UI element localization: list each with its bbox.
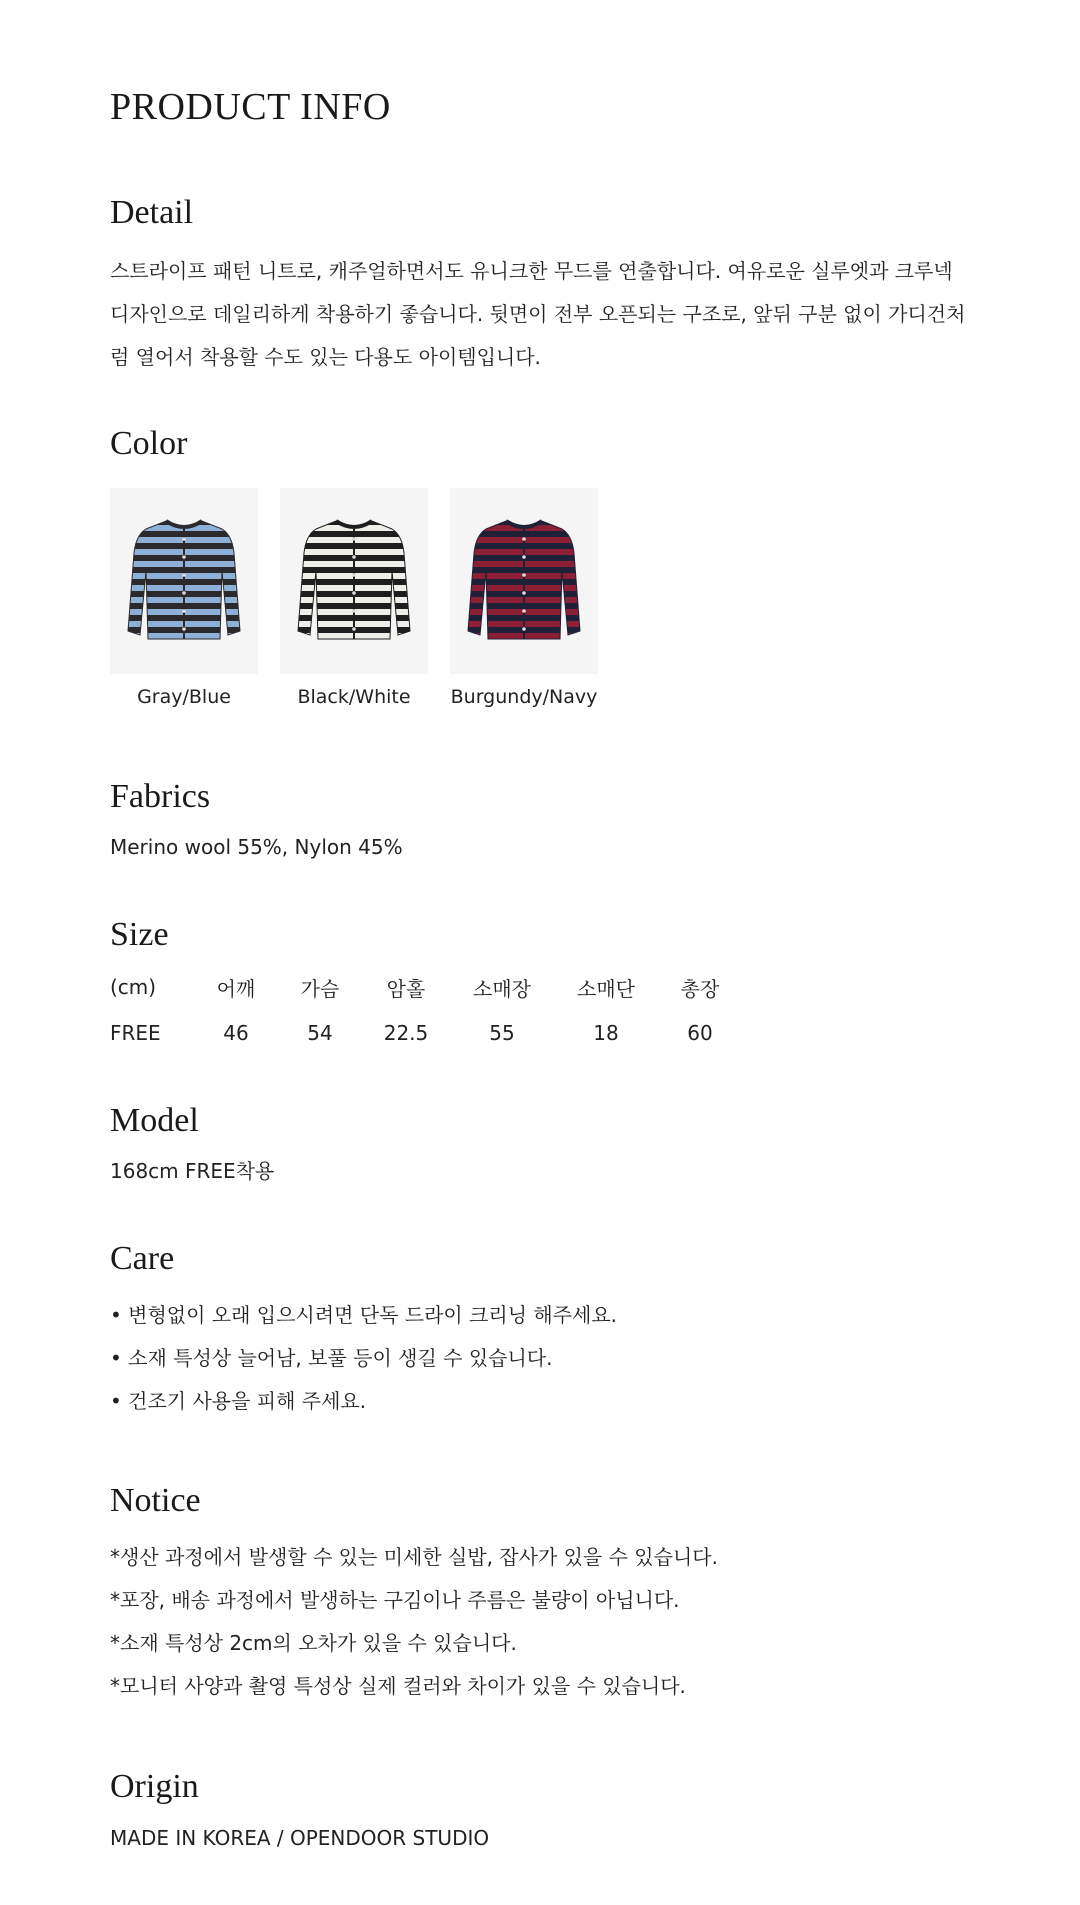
notice-list xyxy=(110,1536,718,1708)
cardigan-button xyxy=(352,537,356,541)
notice-item: *포장, 배송 과정에서 발생하는 구김이나 주름은 불량이 아닙니다. xyxy=(110,1588,680,1612)
cardigan-button xyxy=(522,555,526,559)
cardigan-button xyxy=(182,609,186,613)
model-text: 168cm FREE착용 xyxy=(110,1159,275,1183)
notice-title: Notice xyxy=(110,1482,201,1519)
size-cell: FREE xyxy=(110,1021,161,1045)
detail-title: Detail xyxy=(110,194,194,231)
size-cell: 54 xyxy=(307,1021,333,1045)
care-item: • 건조기 사용을 피해 주세요. xyxy=(110,1389,367,1413)
care-item: • 소재 특성상 늘어남, 보풀 등이 생길 수 있습니다. xyxy=(110,1346,553,1370)
size-cell: 55 xyxy=(489,1021,515,1045)
size-table xyxy=(110,964,742,1056)
cardigan-button xyxy=(522,591,526,595)
cardigan-button xyxy=(182,573,186,577)
size-header-cell: 소매장 xyxy=(473,976,531,1001)
cardigan-button xyxy=(352,573,356,577)
color-option-gray-blue[interactable] xyxy=(110,488,258,708)
color-option-label: Burgundy/Navy xyxy=(450,686,598,708)
color-option-burgundy-navy[interactable] xyxy=(450,488,598,708)
cardigan-neckline xyxy=(506,521,542,527)
size-cell: 46 xyxy=(223,1021,249,1045)
detail-line: 디자인으로 데일리하게 착용하기 좋습니다. 뒷면이 전부 오픈되는 구조로, 앞뒤 구분 없이 가디건처 xyxy=(110,302,966,326)
size-header-cell: 총장 xyxy=(680,976,720,1001)
cardigan-image xyxy=(280,488,428,674)
cardigan-button xyxy=(182,627,186,631)
detail-description xyxy=(110,250,965,379)
size-cell: 60 xyxy=(687,1021,713,1045)
cardigan-button xyxy=(182,591,186,595)
cardigan-button xyxy=(352,555,356,559)
size-header-cell: 어깨 xyxy=(216,976,256,1001)
origin-title: Origin xyxy=(110,1768,199,1805)
size-header-cell: 가슴 xyxy=(300,976,340,1001)
detail-line: 스트라이프 패턴 니트로, 캐주얼하면서도 유니크한 무드를 연출합니다. 여유로운 실루엣과 크루넥 xyxy=(110,259,953,283)
size-header-cell: (cm) xyxy=(110,975,157,999)
notice-item: *모니터 사양과 촬영 특성상 실제 컬러와 차이가 있을 수 있습니다. xyxy=(110,1674,686,1698)
care-list xyxy=(110,1294,617,1423)
color-swatch-list xyxy=(110,488,598,708)
cardigan-button xyxy=(522,627,526,631)
cardigan-button xyxy=(352,591,356,595)
cardigan-button xyxy=(522,573,526,577)
size-header-cell: 암홀 xyxy=(386,976,426,1001)
cardigan-neckline xyxy=(166,521,202,527)
notice-item: *생산 과정에서 발생할 수 있는 미세한 실밥, 잡사가 있을 수 있습니다. xyxy=(110,1545,718,1569)
detail-line: 럼 열어서 착용할 수도 있는 다용도 아이템입니다. xyxy=(110,345,541,369)
cardigan-button xyxy=(522,537,526,541)
care-title: Care xyxy=(110,1240,175,1277)
cardigan-button xyxy=(352,627,356,631)
cardigan-button xyxy=(352,609,356,613)
color-title: Color xyxy=(110,425,188,462)
notice-item: *소재 특성상 2cm의 오차가 있을 수 있습니다. xyxy=(110,1631,517,1655)
care-item: • 변형없이 오래 입으시려면 단독 드라이 크리닝 해주세요. xyxy=(110,1303,618,1327)
size-header-row xyxy=(110,964,742,1010)
origin-text: MADE IN KOREA / OPENDOOR STUDIO xyxy=(110,1826,490,1850)
size-row xyxy=(110,1010,742,1056)
fabrics-title: Fabrics xyxy=(110,778,211,815)
size-header-cell: 소매단 xyxy=(577,976,635,1001)
size-cell: 22.5 xyxy=(383,1021,429,1045)
cardigan-image xyxy=(450,488,598,674)
cardigan-neckline xyxy=(336,521,372,527)
color-option-black-white[interactable] xyxy=(280,488,428,708)
fabrics-text: Merino wool 55%, Nylon 45% xyxy=(110,835,403,859)
model-title: Model xyxy=(110,1102,199,1139)
color-option-label: Gray/Blue xyxy=(137,686,231,708)
cardigan-button xyxy=(522,609,526,613)
cardigan-image xyxy=(110,488,258,674)
cardigan-button xyxy=(182,537,186,541)
color-option-label: Black/White xyxy=(297,686,411,708)
size-cell: 18 xyxy=(593,1021,619,1045)
page-title: PRODUCT INFO xyxy=(110,86,391,128)
cardigan-button xyxy=(182,555,186,559)
size-title: Size xyxy=(110,916,169,953)
